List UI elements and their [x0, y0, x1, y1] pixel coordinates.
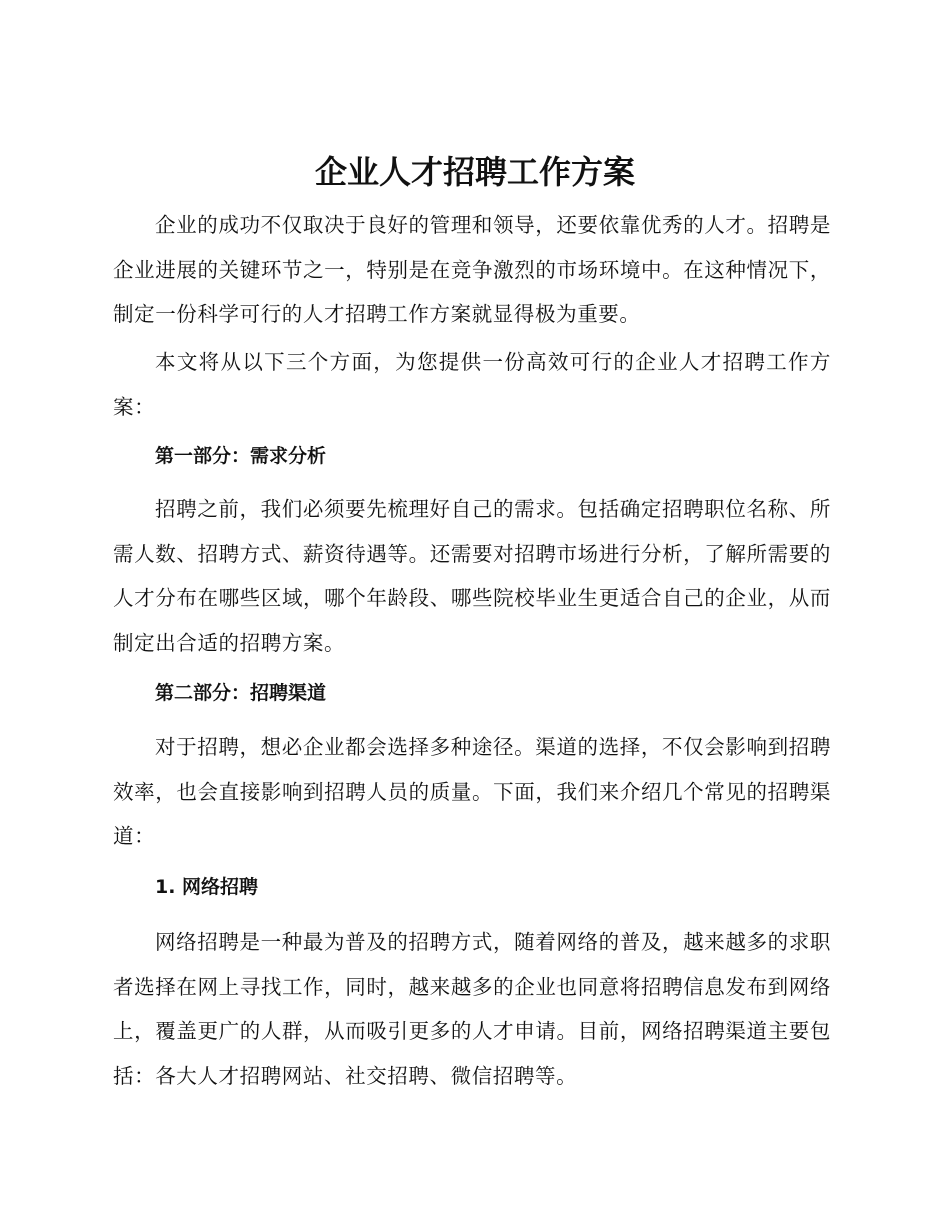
intro-paragraph-1: 企业的成功不仅取决于良好的管理和领导，还要依靠优秀的人才。招聘是企业进展的关键环节之一，特别是在竞争激烈的市场环境中。在这种情况下，制定一份科学可行的人才招聘工作方案就显得极为重要。 [113, 213, 831, 326]
section-1-paragraph: 招聘之前，我们必须要先梳理好自己的需求。包括确定招聘职位名称、所需人数、招聘方式、薪资待遇等。还需要对招聘市场进行分析，了解所需要的人才分布在哪些区域，哪个年龄段、哪些院校毕业生更适合自己的企业，从而制定出合适的招聘方案。 [113, 497, 831, 655]
subsection-1-heading: 1. 网络招聘 [155, 876, 259, 898]
section-2-paragraph: 对于招聘，想必企业都会选择多种途径。渠道的选择，不仅会影响到招聘效率，也会直接影响到招聘人员的质量。下面，我们来介绍几个常见的招聘渠道： [113, 735, 831, 848]
section-1-heading: 第一部分：需求分析 [155, 445, 327, 467]
document-title: 企业人才招聘工作方案 [314, 153, 635, 191]
section-2-heading: 第二部分：招聘渠道 [155, 682, 327, 704]
subsection-1-paragraph: 网络招聘是一种最为普及的招聘方式，随着网络的普及，越来越多的求职者选择在网上寻找工作，同时，越来越多的企业也同意将招聘信息发布到网络上，覆盖更广的人群，从而吸引更多的人才申请。目前，网络招聘渠道主要包括：各大人才招聘网站、社交招聘、微信招聘等。 [113, 930, 831, 1088]
intro-paragraph-2: 本文将从以下三个方面，为您提供一份高效可行的企业人才招聘工作方案： [113, 350, 831, 419]
